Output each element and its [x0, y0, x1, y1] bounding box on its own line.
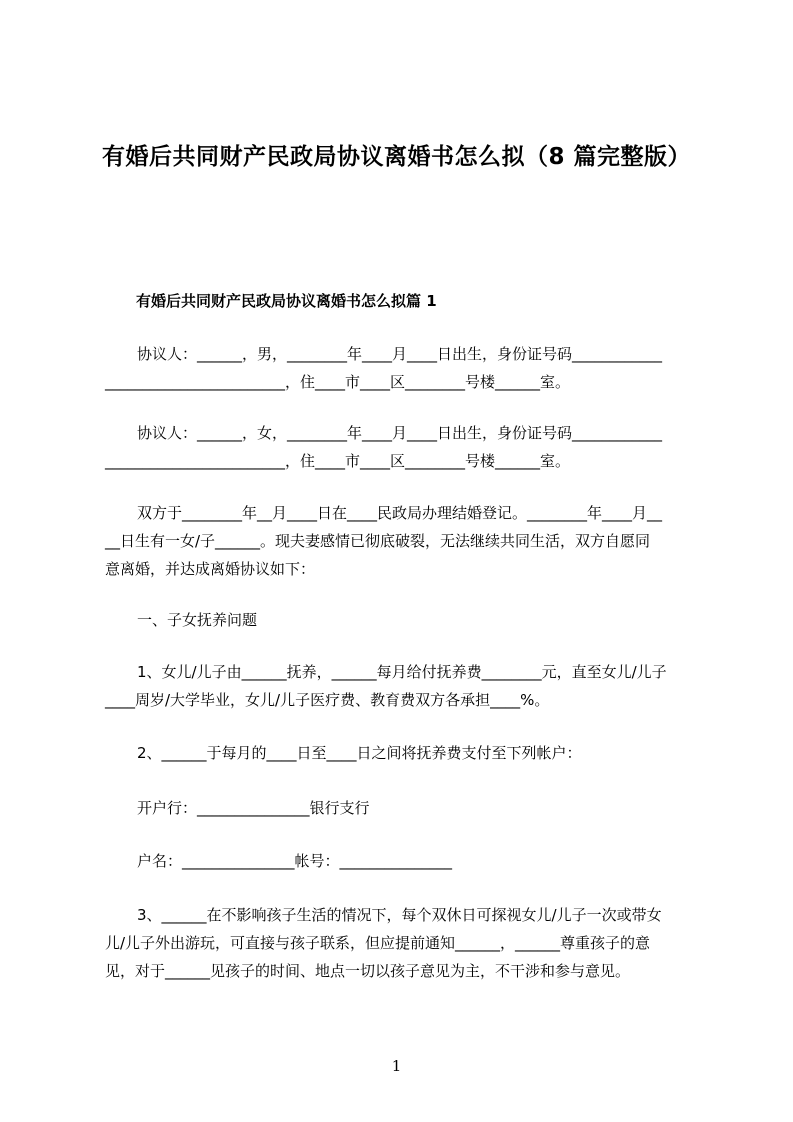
- text-line: 儿/儿子外出游玩，可直接与孩子联系，但应提前通知______，______尊重孩子的意: [105, 934, 651, 952]
- document-title: 有婚后共同财产民政局协议离婚书怎么拟（8 篇完整版）: [101, 144, 691, 170]
- text-line: 2、______于每月的____日至____日之间将抚养费支付至下列帐户：: [137, 744, 582, 762]
- text-line: ____周岁/大学毕业，女儿/儿子医疗费、教育费双方各承担____%。: [105, 691, 550, 709]
- text-line: 协议人：______，女，________年____月____日出生，身份证号码____________: [137, 424, 663, 442]
- text-line: 开户行：_______________银行支行: [137, 799, 370, 817]
- text-line: ________________________，住____市____区________号楼______室。: [105, 373, 571, 391]
- text-line: 见，对于______见孩子的时间、地点一切以孩子意见为主，不干涉和参与意见。: [105, 962, 631, 980]
- text-line: 1、女儿/儿子由______抚养，______每月给付抚养费________元，直至女儿/儿子: [137, 663, 667, 681]
- text-line: 户名：_______________帐号：_______________: [137, 852, 453, 870]
- text-line: 3、______在不影响孩子生活的情况下，每个双休日可探视女儿/儿子一次或带女: [137, 906, 662, 924]
- text-line: 意离婚，并达成离婚协议如下：: [105, 560, 316, 578]
- text-line: __日生有一女/子______。现夫妻感情已彻底破裂，无法继续共同生活，双方自愿同: [105, 532, 651, 550]
- text-line: 双方于________年__月____日在____民政局办理结婚登记。________年____月__: [137, 504, 663, 522]
- text-line: 一、子女抚养问题: [137, 611, 258, 629]
- page-number: 1: [391, 1057, 402, 1075]
- text-line: ________________________，住____市____区________号楼______室。: [105, 452, 571, 470]
- section-title: 有婚后共同财产民政局协议离婚书怎么拟篇 1: [136, 292, 437, 310]
- text-line: 协议人：______，男，________年____月____日出生，身份证号码____________: [137, 345, 663, 363]
